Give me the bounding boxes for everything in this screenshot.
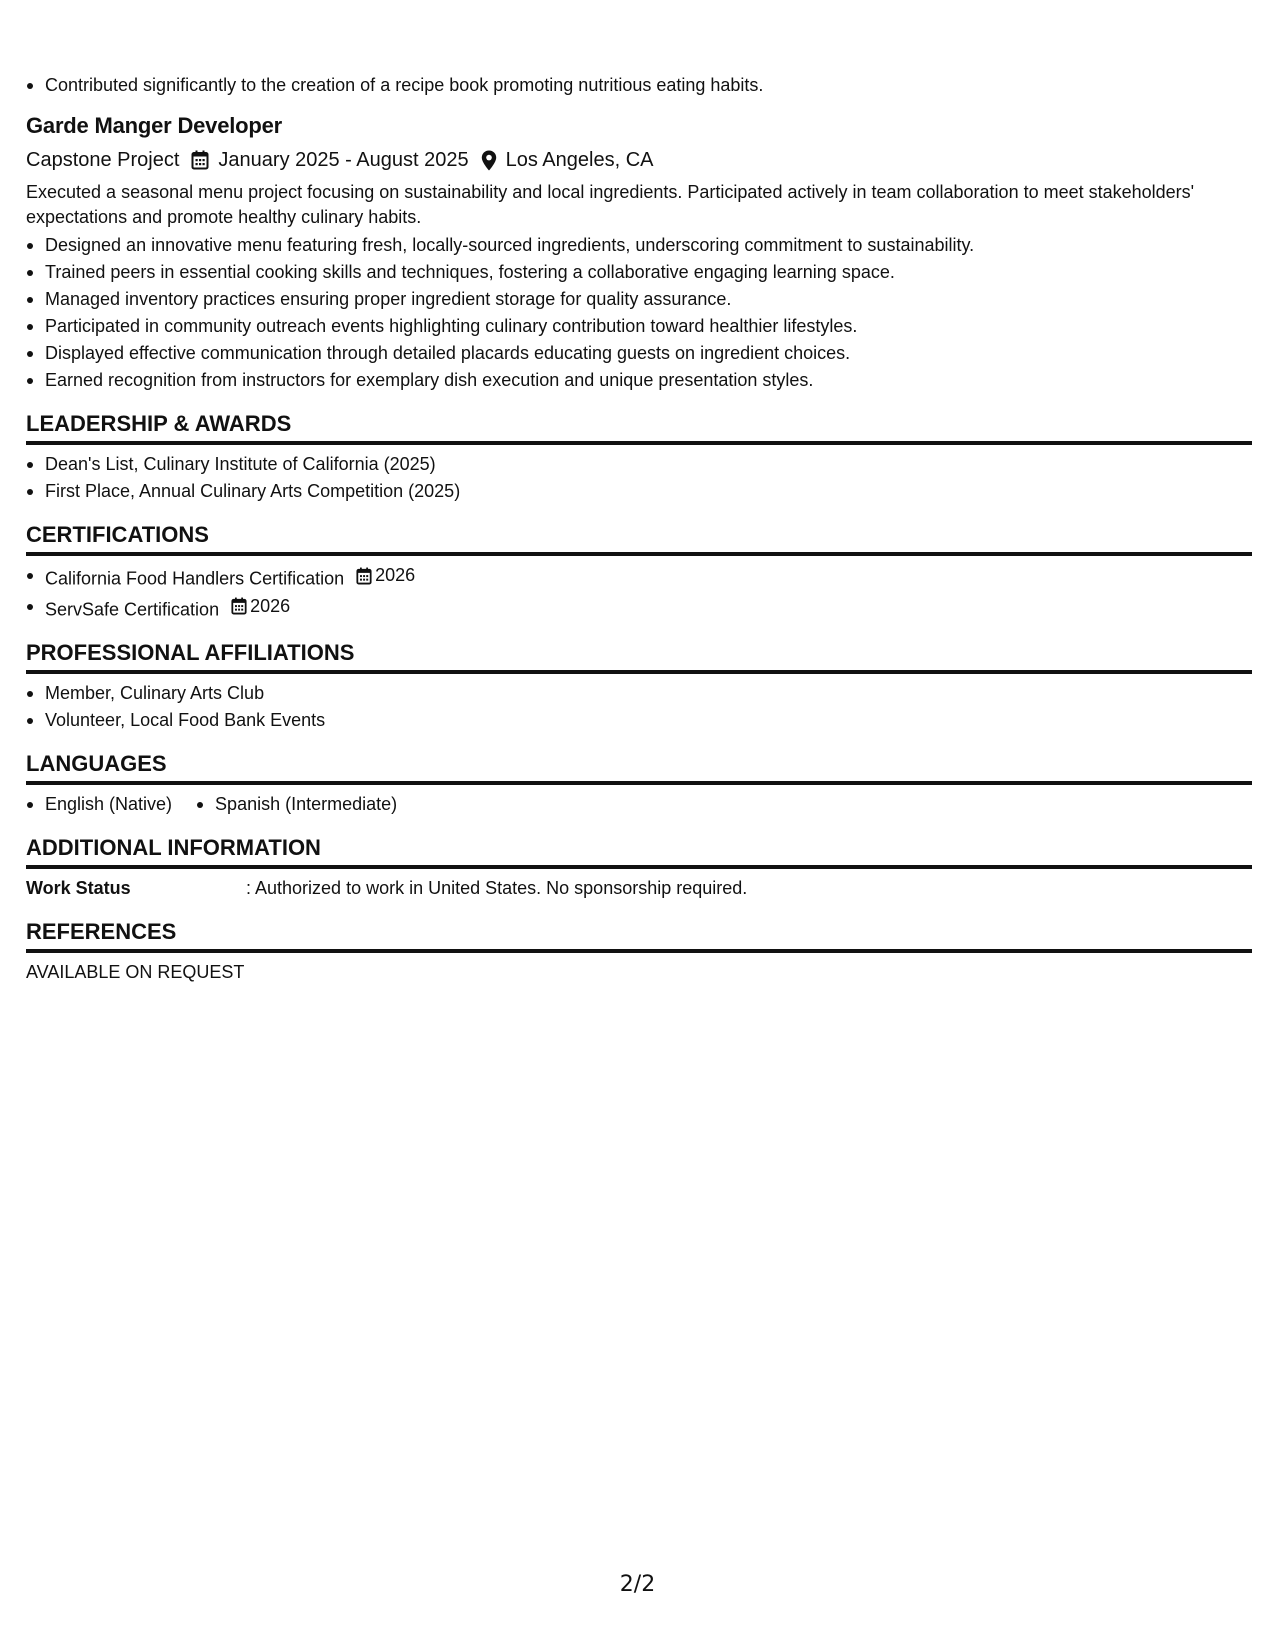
section-heading: REFERENCES	[26, 918, 1252, 953]
list-item: Dean's List, Culinary Institute of California (2025)	[26, 451, 1252, 478]
leadership-list	[26, 451, 1252, 505]
affiliations-section	[26, 639, 1252, 734]
list-item: Spanish (Intermediate)	[196, 791, 397, 818]
list-item	[26, 593, 1252, 624]
certifications-list	[26, 562, 1252, 623]
references-section	[26, 918, 1252, 986]
job-summary: Executed a seasonal menu project focusing on sustainability and local ingredients. Participated actively in team collaboration to meet stakeholders' expectations and promote healthy culinary habits.	[26, 182, 1195, 227]
list-item: Managed inventory practices ensuring proper ingredient storage for quality assurance.	[26, 286, 1252, 313]
section-heading: LEADERSHIP & AWARDS	[26, 410, 1252, 445]
experience-entry	[26, 112, 1252, 394]
job-bullets	[26, 232, 1252, 394]
map-pin-icon	[481, 150, 497, 171]
page-number: 2/2	[619, 1572, 656, 1597]
job-meta	[26, 145, 1252, 175]
list-item: Member, Culinary Arts Club	[26, 680, 1252, 707]
list-item: English (Native)	[26, 791, 172, 818]
list-item	[26, 562, 1252, 593]
certification-name: ServSafe Certification	[45, 599, 220, 619]
certification-year: 2026	[250, 595, 291, 616]
section-heading: LANGUAGES	[26, 750, 1252, 785]
job-organization: Capstone Project	[26, 149, 180, 171]
calendar-icon	[356, 567, 372, 585]
additional-info-section	[26, 834, 1252, 902]
work-status-row	[26, 875, 1252, 902]
info-label: Work Status	[26, 878, 131, 898]
job-location: Los Angeles, CA	[505, 149, 654, 171]
job-dates: January 2025 - August 2025	[218, 149, 469, 171]
affiliations-list	[26, 680, 1252, 734]
certifications-section	[26, 521, 1252, 623]
info-value: : Authorized to work in United States. No sponsorship required.	[246, 878, 748, 898]
list-item: Volunteer, Local Food Bank Events	[26, 707, 1252, 734]
section-heading: ADDITIONAL INFORMATION	[26, 834, 1252, 869]
certification-date	[231, 593, 290, 620]
list-item: First Place, Annual Culinary Arts Competition (2025)	[26, 478, 1252, 505]
languages-section	[26, 750, 1252, 818]
leadership-section	[26, 410, 1252, 505]
certification-name: California Food Handlers Certification	[45, 568, 345, 589]
list-item: Displayed effective communication through detailed placards educating guests on ingredient choices.	[26, 340, 1252, 367]
calendar-icon	[191, 150, 209, 170]
resume-page	[26, 72, 1252, 986]
prev-job-bullets	[26, 72, 1252, 99]
references-text: AVAILABLE ON REQUEST	[26, 962, 245, 982]
list-item: Designed an innovative menu featuring fresh, locally-sourced ingredients, underscoring commitment to sustainability.	[26, 232, 1252, 259]
languages-list	[26, 791, 1252, 818]
list-item: Earned recognition from instructors for exemplary dish execution and unique presentation styles.	[26, 367, 1252, 394]
section-heading: PROFESSIONAL AFFILIATIONS	[26, 639, 1252, 674]
list-item: Contributed significantly to the creation of a recipe book promoting nutritious eating habits.	[26, 72, 1252, 99]
calendar-icon	[231, 597, 247, 615]
list-item: Trained peers in essential cooking skills and techniques, fostering a collaborative engaging learning space.	[26, 259, 1252, 286]
section-heading: CERTIFICATIONS	[26, 521, 1252, 556]
certification-date	[356, 562, 415, 589]
job-title: Garde Manger Developer	[26, 113, 283, 138]
list-item: Participated in community outreach events highlighting culinary contribution toward healthier lifestyles.	[26, 313, 1252, 340]
certification-year: 2026	[375, 565, 416, 585]
